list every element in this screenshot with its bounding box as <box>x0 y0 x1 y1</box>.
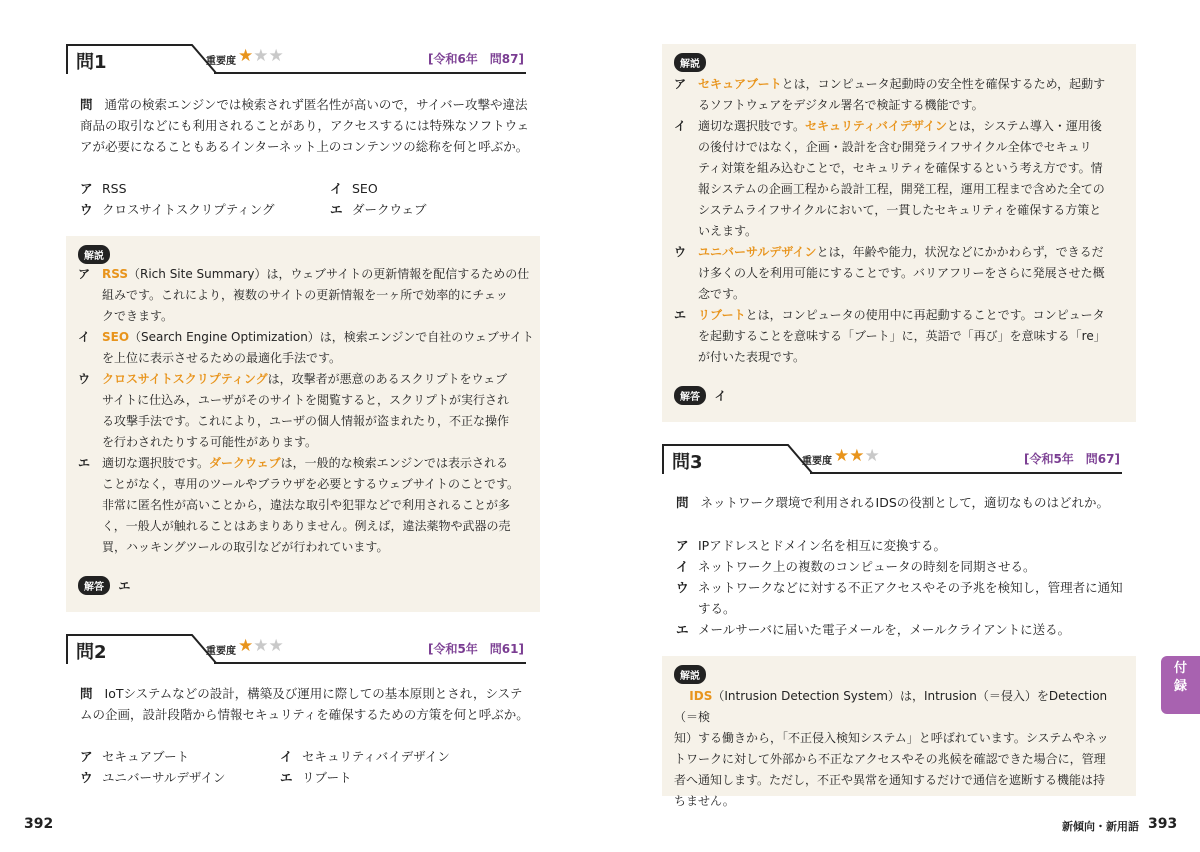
q1-line: 商品の取引などにも利用されることがあり，アクセスするには特殊なソフトウェ <box>80 118 530 133</box>
q1-choice-a: ア RSS <box>80 181 127 196</box>
q3-header <box>662 444 1122 474</box>
star-icon: ★ <box>238 636 254 656</box>
q1-answer <box>78 576 130 595</box>
term-highlight: RSS <box>102 267 128 281</box>
q3-importance-stars <box>834 446 880 466</box>
q2-header <box>66 634 526 664</box>
footer-label: 新傾向・新用語 <box>1062 820 1139 833</box>
q1-choice-u: ウ クロスサイトスクリプティング <box>80 202 275 217</box>
star-icon: ★ <box>268 46 284 66</box>
q1-source: [令和6年 問87] <box>427 52 524 66</box>
q2-answer <box>674 386 726 405</box>
term-highlight: クロスサイトスクリプティング <box>102 372 268 386</box>
q3-source: [令和5年 問67] <box>1023 452 1120 466</box>
q2-line: 問 IoTシステムなどの設計，構築及び運用に際しての基本原則とされ，システ <box>80 686 523 701</box>
term-highlight: リブート <box>698 308 746 322</box>
term-highlight: ダークウェブ <box>209 456 281 470</box>
star-icon: ★ <box>864 446 880 466</box>
q1-label: 問 <box>80 97 93 112</box>
explanation-badge: 解説 <box>78 245 110 264</box>
star-icon: ★ <box>253 636 269 656</box>
q3-choice-u: ウ ネットワークなどに対する不正アクセスやその予兆を検知し，管理者に通知 <box>676 580 1123 595</box>
explanation-item-e: エ リブートとは，コンピュータの使用中に再起動することです。コンピュータ を起動することを意味する「ブート」に，英語で「再び」を意味する「re」 が付いた表現です。 <box>674 308 1106 364</box>
q1-explanation <box>78 264 534 558</box>
q2-choice-i: イ セキュリティバイデザイン <box>280 749 450 764</box>
q3-choice-i: イ ネットワーク上の複数のコンピュータの時刻を同期させる。 <box>676 559 1036 574</box>
term-highlight: SEO <box>102 330 130 344</box>
page-number-right: 393 <box>1148 816 1178 832</box>
explanation-line: 知）する働きから，「不正侵入検知システム」と呼ばれています。システムやネッ <box>674 731 1109 745</box>
q2-importance-label: 重要度 <box>206 646 236 657</box>
explanation-item-e: エ 適切な選択肢です。ダークウェブは，一般的な検索エンジンでは表示される ことがなく，専用のツールやブラウザを必要とするウェブサイトのことです。 非常に匿名性が高いことから，違法な取引や犯罪などで利用されることが多 く，一般人が触れることはあまりありません。例えば，違法薬物や武器の売 買，ハッキングツールの取引などが行われています。 <box>78 456 520 554</box>
q2-header-rule <box>214 662 526 664</box>
explanation-badge: 解説 <box>674 665 706 684</box>
term-highlight: ユニバーサルデザイン <box>698 245 817 259</box>
q1-choices <box>80 178 540 222</box>
q2-explanation <box>674 74 1130 368</box>
q1-choice-e: エ ダークウェブ <box>330 202 427 217</box>
q1-title: 問1 <box>76 52 107 73</box>
answer-value: イ <box>714 389 727 403</box>
q3-choice-e: エ メールサーバに届いた電子メールを，メールクライアントに送る。 <box>676 622 1071 637</box>
q2-source: [令和5年 問61] <box>427 642 524 656</box>
star-icon: ★ <box>238 46 254 66</box>
term-highlight: IDS <box>689 689 713 703</box>
q1-header <box>66 44 526 74</box>
explanation-item-u: ウ クロスサイトスクリプティングは，攻撃者が悪意のあるスクリプトをウェブ サイトに仕込み，ユーザがそのサイトを閲覧すると，スクリプトが実行され る攻撃手法です。これにより，ユーザの個人情報が盗まれたり，不正な操作 を行わされたりする可能性があります。 <box>78 372 510 449</box>
q2-choices <box>80 746 540 790</box>
explanation-item-a: ア セキュアブートとは，コンピュータ起動時の安全性を確保するため，起動す るソフトウェアをデジタル署名で検証する機能です。 <box>674 77 1106 112</box>
q2-explanation-box <box>662 44 1136 422</box>
term-highlight: セキュアブート <box>698 77 782 91</box>
q2-choice-e: エ リブート <box>280 770 352 785</box>
q2-choice-u: ウ ユニバーサルデザイン <box>80 770 226 785</box>
q3-explanation-box <box>662 656 1136 808</box>
q3-choice-u-cont: する。 <box>698 601 736 616</box>
q3-choices <box>676 535 1136 640</box>
explanation-item-a: ア RSS（Rich Site Summary）は，ウェブサイトの更新情報を配信するための仕 組みです。これにより，複数のサイトの更新情報を一ヶ所で効率的にチェッ クできます。 <box>78 267 530 323</box>
star-icon: ★ <box>849 446 865 466</box>
star-icon: ★ <box>253 46 269 66</box>
q2-importance-stars <box>238 636 284 656</box>
q3-header-rule <box>810 472 1122 474</box>
q1-line: 問 通常の検索エンジンでは検索されず匿名性が高いので，サイバー攻撃や違法 <box>80 97 528 112</box>
q3-choice-a: ア IPアドレスとドメイン名を相互に変換する。 <box>676 538 946 553</box>
q3-line: 問 ネットワーク環境で利用されるIDSの役割として，適切なものはどれか。 <box>676 495 1110 510</box>
q2-question <box>80 683 540 725</box>
q2-choice-a: ア セキュアブート <box>80 749 190 764</box>
q1-importance-label: 重要度 <box>206 56 236 67</box>
q1-choice-i: イ SEO <box>330 181 378 196</box>
explanation-line: 者へ通知します。ただし，不正や異常を通知するだけで通信を遮断する機能は持 <box>674 773 1106 787</box>
answer-badge: 解答 <box>674 386 706 405</box>
explanation-item-i: イ 適切な選択肢です。セキュリティバイデザインとは，システム導入・運用後 の後付けではなく，企画・設計を含む開発ライフサイクル全体でセキュリ ティ対策を組み込むことで，セキュリティを確保するという考え方です。情 報システムの企画工程から設計工程，開発工程，運用工程まで含めた全ての システムライフサイクルにおいて，一貫したセキュリティを確保する方策と いえます。 <box>674 119 1105 238</box>
answer-value: エ <box>118 579 131 593</box>
q1-importance-stars <box>238 46 284 66</box>
answer-badge: 解答 <box>78 576 110 595</box>
explanation-item-i: イ SEO（Search Engine Optimization）は，検索エンジンで自社のウェブサイト を上位に表示させるための最適化手法です。 <box>78 330 534 365</box>
q3-title: 問3 <box>672 452 703 473</box>
q1-header-rule <box>214 72 526 74</box>
q2-title: 問2 <box>76 642 107 663</box>
q2-label: 問 <box>80 686 93 701</box>
q2-line: ムの企画，設計段階から情報セキュリティを確保するための方策を何と呼ぶか。 <box>80 707 529 722</box>
q1-line: アが必要になることもあるインターネット上のコンテンツの総称を何と呼ぶか。 <box>80 139 529 154</box>
q1-explanation-box <box>66 236 540 612</box>
appendix-side-tab[interactable]: 付録 <box>1161 656 1200 714</box>
explanation-line: IDS（Intrusion Detection System）は，Intrusion（＝侵入）をDetection（＝検 <box>674 689 1108 724</box>
q1-question <box>80 94 540 157</box>
q3-explanation <box>674 686 1130 812</box>
explanation-item-u: ウ ユニバーサルデザインとは，年齢や能力，状況などにかかわらず，できるだ け多くの人を利用可能にすることです。バリアフリーをさらに発展させた概 念です。 <box>674 245 1105 301</box>
star-icon: ★ <box>834 446 850 466</box>
explanation-line: ちません。 <box>674 794 735 808</box>
explanation-line: トワークに対して外部から不正なアクセスやその兆候を確認できた場合に，管理 <box>674 752 1106 766</box>
q3-question <box>676 492 1136 513</box>
page-number-left: 392 <box>24 816 54 832</box>
star-icon: ★ <box>268 636 284 656</box>
q3-label: 問 <box>676 495 689 510</box>
explanation-badge: 解説 <box>674 53 706 72</box>
q3-importance-label: 重要度 <box>802 456 832 467</box>
term-highlight: セキュリティバイデザイン <box>805 119 948 133</box>
